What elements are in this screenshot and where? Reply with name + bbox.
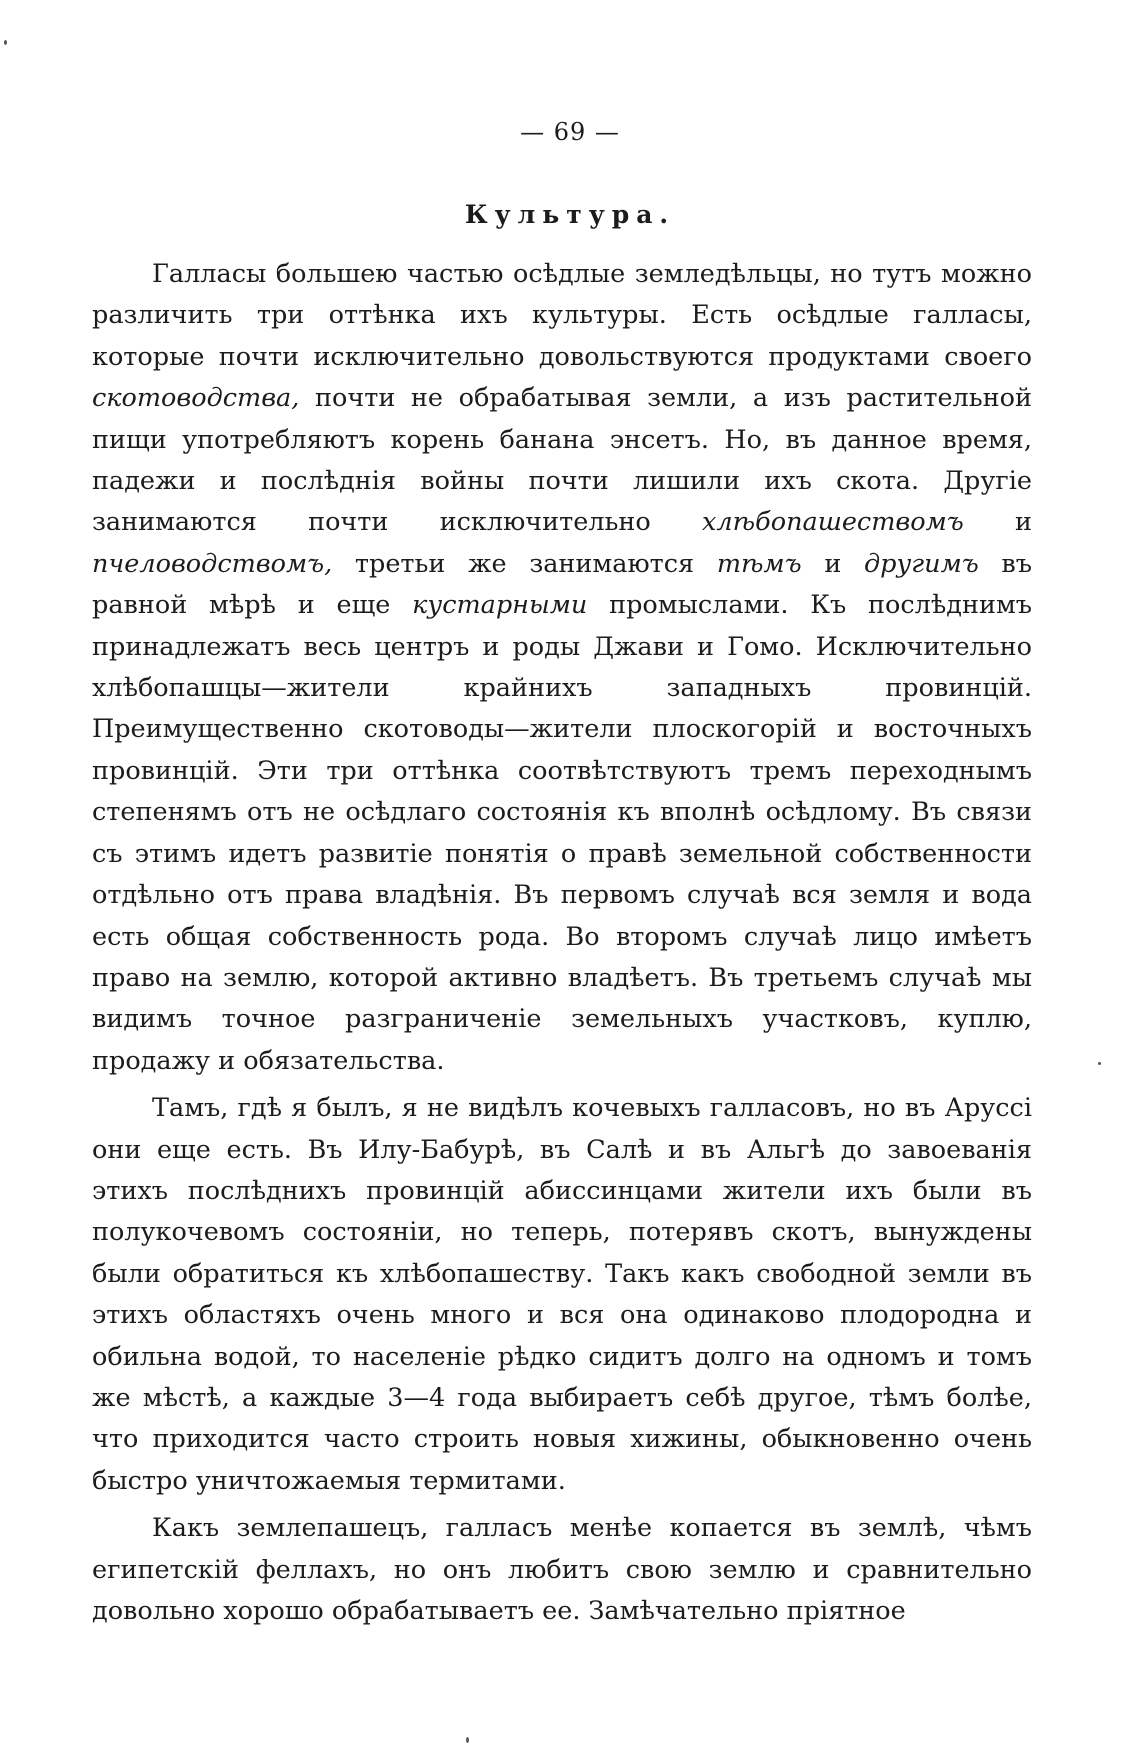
text-run: и <box>963 507 1032 538</box>
emphasis-text: кустарными <box>412 590 588 621</box>
scan-speck <box>466 1737 469 1743</box>
scan-speck <box>1098 1062 1101 1065</box>
body-text <box>92 254 1032 1632</box>
scan-speck <box>4 40 7 45</box>
text-run: и <box>801 548 865 579</box>
paragraph-1 <box>92 254 1032 1082</box>
emphasis-text: хлѣбопашествомъ <box>702 507 964 538</box>
text-run: почти не обрабатывая земли, а изъ растительной пищи употребляютъ корень банана энсетъ. Но, въ данное время, падежи и послѣднія войны почти лишили ихъ скота. Другіе занимаются почти исключительно <box>92 383 1032 538</box>
text-run: Галласы большею частью осѣдлые земледѣльцы, но тутъ можно различить три оттѣнка ихъ культуры. Есть осѣдлые галласы, которые почти исключительно довольствуются продуктами своего <box>92 259 1032 372</box>
paragraph-3: Какъ землепашецъ, галласъ менѣе копается въ землѣ, чѣмъ египетскій феллахъ, но онъ любитъ свою землю и сравнительно довольно хорошо обрабатываетъ ее. Замѣчательно пріятное <box>92 1513 1032 1626</box>
emphasis-text: пчеловодствомъ, <box>92 548 333 579</box>
emphasis-text: скотоводства, <box>92 383 300 414</box>
page-number: — 69 — <box>520 118 620 146</box>
emphasis-text: тѣмъ <box>716 548 802 579</box>
text-run: промыслами. Къ послѣднимъ принадлежатъ весь центръ и роды Джави и Гомо. Исключительно хлѣбопашцы—жители крайнихъ западныхъ провинцій. Преимущественно скотоводы—жители плоскогорій и восточныхъ провинцій. Эти три оттѣнка соотвѣтствуютъ тремъ переходнымъ степенямъ отъ не осѣдлаго состоянія къ вполнѣ осѣдлому. Въ связи съ этимъ идетъ развитіе понятія о правѣ земельной собственности отдѣльно отъ права владѣнія. Въ первомъ случаѣ вся земля и вода есть общая собственность рода. Во второмъ случаѣ лицо имѣетъ право на землю, которой активно владѣетъ. Въ третьемъ случаѣ мы видимъ точное разграниченіе земельныхъ участковъ, куплю, продажу и обязательства. <box>92 590 1033 1076</box>
emphasis-text: другимъ <box>864 548 979 579</box>
text-run: третьи же занимаются <box>332 548 717 579</box>
section-title: Культура. <box>464 200 676 229</box>
text-run: въ равной мѣрѣ и еще <box>92 548 1033 621</box>
paragraph-2: Тамъ, гдѣ я былъ, я не видѣлъ кочевыхъ галласовъ, но въ Аруссi они еще есть. Въ Илу-Бабурѣ, въ Салѣ и въ Альгѣ до завоеванія этихъ послѣднихъ провинцій абиссинцами жители ихъ были въ полукочевомъ состояніи, но теперь, потерявъ скотъ, вынуждены были обратиться къ хлѣбопашеству. Такъ какъ свободной земли въ этихъ областяхъ очень много и вся она одинаково плодородна и обильна водой, то населеніе рѣдко сидитъ долго на одномъ и томъ же мѣстѣ, а каждые 3—4 года выбираетъ себѣ другое, тѣмъ болѣе, что приходится часто строить новыя хижины, обыкновенно очень быстро уничтожаемыя термитами. <box>92 1093 1032 1496</box>
